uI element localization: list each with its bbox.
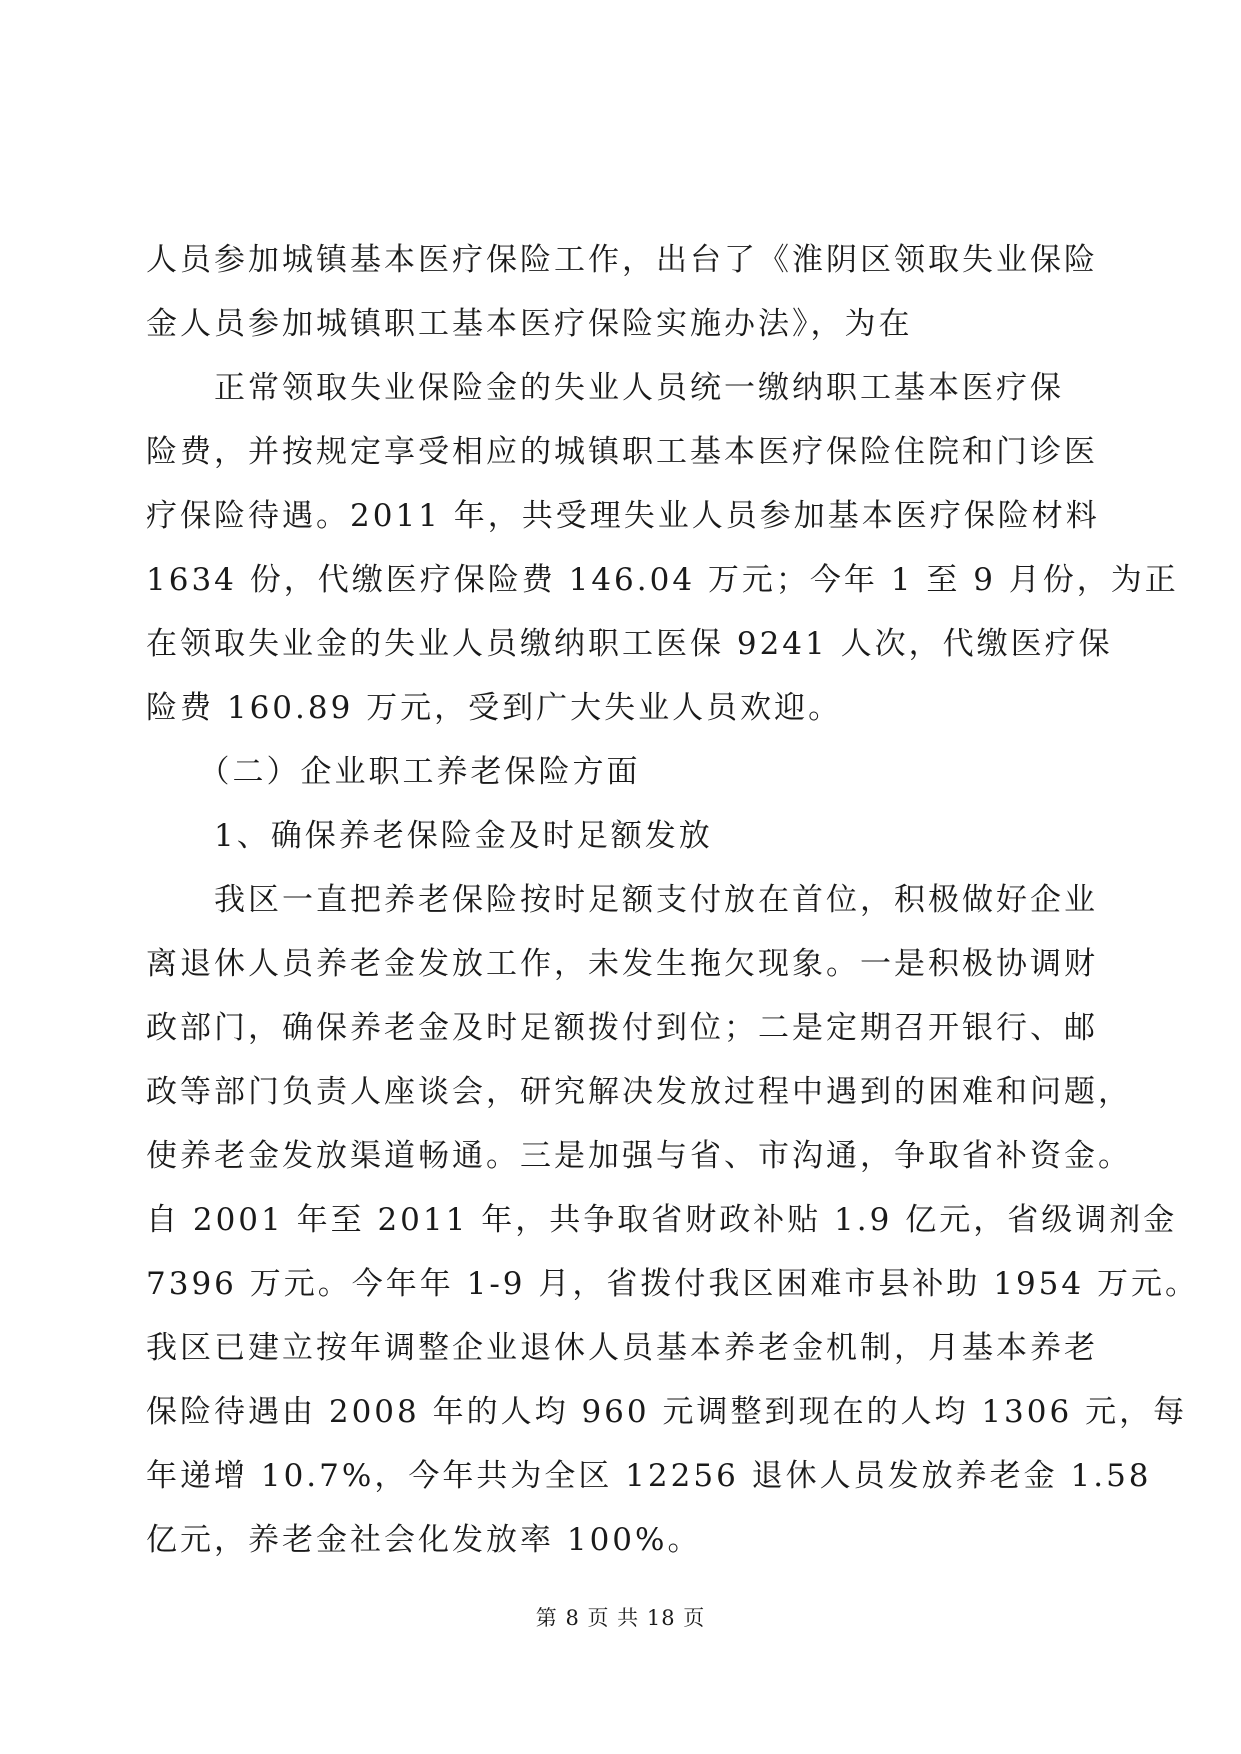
- text-line: 我区一直把养老保险按时足额支付放在首位，积极做好企业: [146, 882, 1098, 918]
- text-line: 保险待遇由 2008 年的人均 960 元调整到现在的人均 1306 元，每: [146, 1394, 1188, 1430]
- text-line: 1634 份，代缴医疗保险费 146.04 万元；今年 1 至 9 月份，为正: [146, 562, 1179, 598]
- text-line: 正常领取失业保险金的失业人员统一缴纳职工基本医疗保: [146, 370, 1064, 406]
- text-line: 金人员参加城镇职工基本医疗保险实施办法》，为在: [146, 306, 913, 342]
- text-line: 亿元，养老金社会化发放率 100%。: [146, 1522, 702, 1558]
- text-line: 政等部门负责人座谈会，研究解决发放过程中遇到的困难和问题，: [146, 1074, 1132, 1110]
- text-line: 使养老金发放渠道畅通。三是加强与省、市沟通，争取省补资金。: [146, 1138, 1132, 1174]
- subsection-heading: 1、确保养老保险金及时足额发放: [146, 818, 713, 854]
- text-line: 在领取失业金的失业人员缴纳职工医保 9241 人次，代缴医疗保: [146, 626, 1113, 662]
- section-heading: （二）企业职工养老保险方面: [146, 754, 641, 790]
- text-line: 险费 160.89 万元，受到广大失业人员欢迎。: [146, 690, 843, 726]
- text-line: 人员参加城镇基本医疗保险工作，出台了《淮阴区领取失业保险: [146, 242, 1098, 278]
- document-body: [146, 228, 1199, 1572]
- text-line: 年递增 10.7%，今年共为全区 12256 退休人员发放养老金 1.58: [146, 1458, 1152, 1494]
- text-line: 险费，并按规定享受相应的城镇职工基本医疗保险住院和门诊医: [146, 434, 1098, 470]
- page-number-footer: 第 8 页 共 18 页: [535, 1606, 706, 1630]
- text-line: 7396 万元。今年年 1-9 月，省拨付我区困难市县补助 1954 万元。: [146, 1266, 1199, 1302]
- text-line: 自 2001 年至 2011 年，共争取省财政补贴 1.9 亿元，省级调剂金: [146, 1202, 1178, 1238]
- text-line: 疗保险待遇。2011 年，共受理失业人员参加基本医疗保险材料: [146, 498, 1100, 534]
- text-line: 政部门，确保养老金及时足额拨付到位；二是定期召开银行、邮: [146, 1010, 1098, 1046]
- text-line: 我区已建立按年调整企业退休人员基本养老金机制，月基本养老: [146, 1330, 1098, 1366]
- text-line: 离退休人员养老金发放工作，未发生拖欠现象。一是积极协调财: [146, 946, 1098, 982]
